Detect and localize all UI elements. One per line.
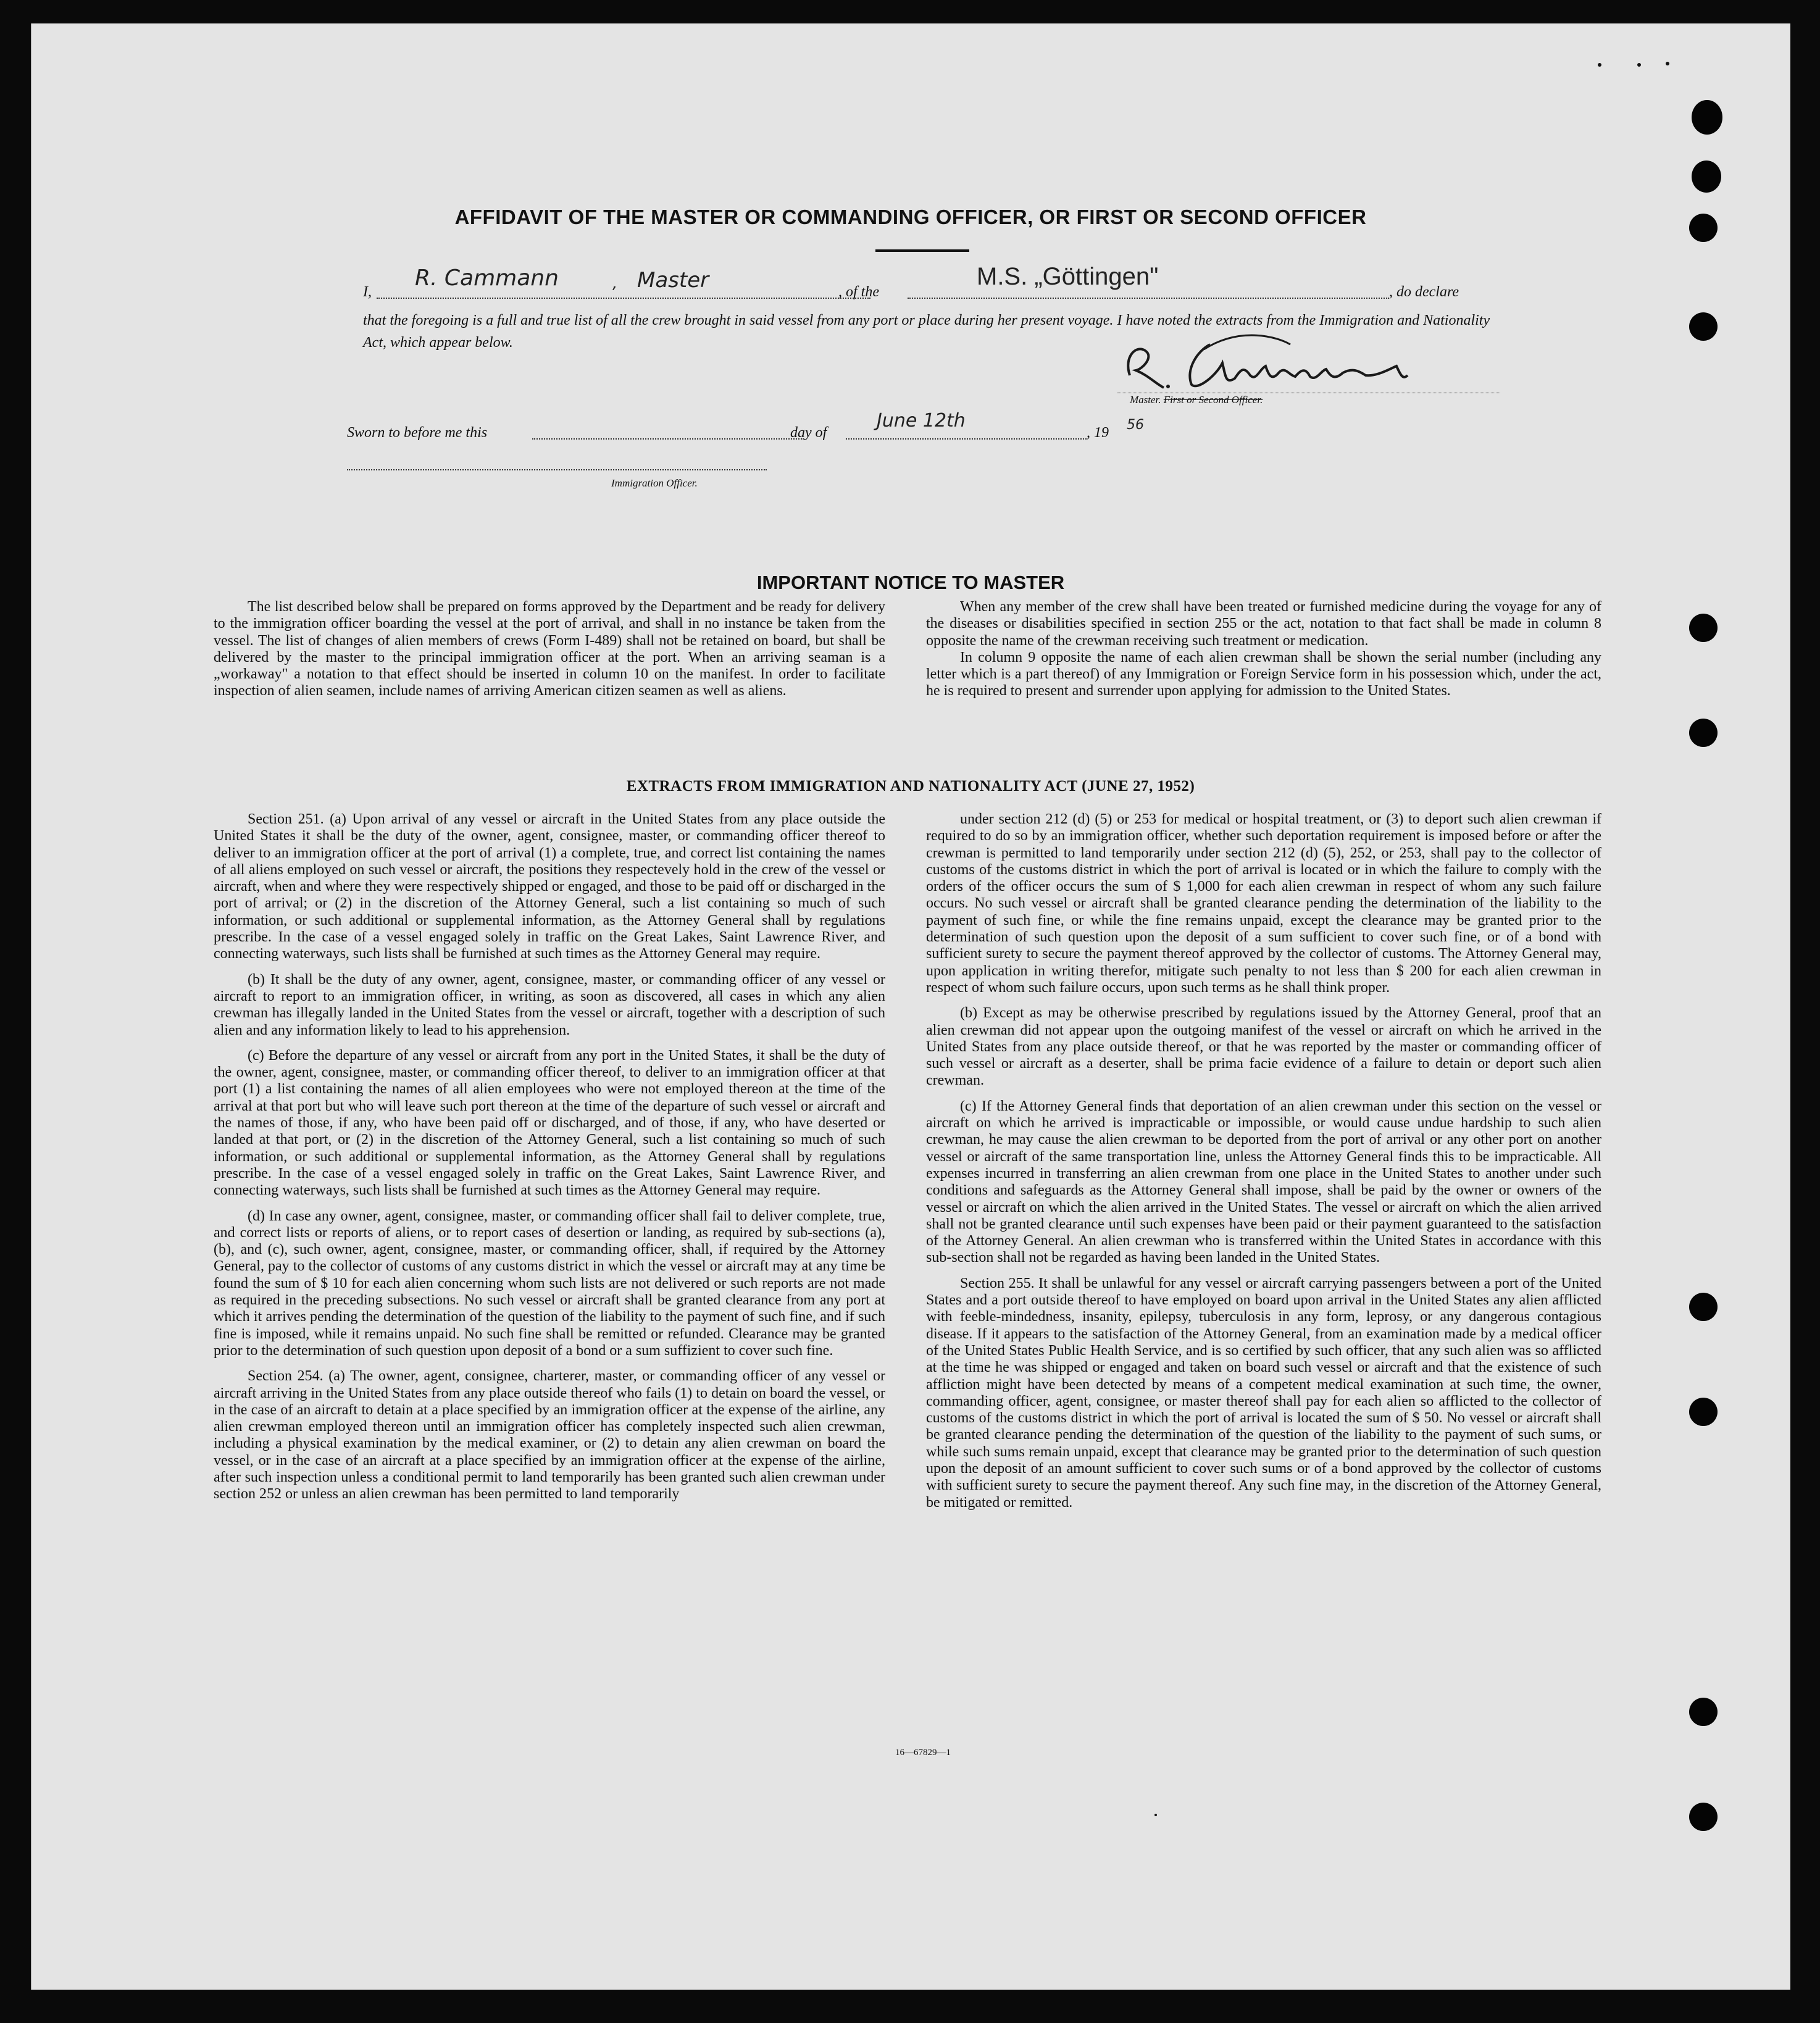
officer-caption: Immigration Officer. [611, 477, 698, 489]
section-254-a-continued: under section 212 (d) (5) or 253 for medical or hospital treatment, or (3) to deport such alien crewman if required to do so by an immigration officer, whether such deportation requirement is imposed before or after the crewman is permitted to land temporarily under section 212 (d) (5), 252, or 253, shall pay to the collector of customs of the customs district in which the port of arrival is located or in which the failure to comply with the orders of the officer occurs the sum of $ 1,000 for each alien crewman in respect of whom any such failure occurs. No such vessel or aircraft shall be granted clearance pending the determination of the liability to the payment of such fine, or while the fine remains unpaid, except the clearance may be granted prior to the determination of such question upon the deposit of a sum sufficient to cover such fine, or of a bond with sufficient surety to secure the payment thereof approved by the collector of customs. The Attorney General may, upon application in writing therefor, mitigate such penalty to not less than $ 200 for each alien crewman in respect of whom such failure occurs, upon such terms as he shall think proper. [926, 811, 1601, 996]
name-rank-blank [377, 298, 870, 299]
form-number: 16—67829—1 [895, 1748, 951, 1758]
date-handwritten: June 12th [877, 410, 966, 432]
section-254-c: (c) If the Attorney General finds that deportation of an alien crewman under this section on the vessel or aircraft on which he arrived is impracticable or impossible, or would cause undue hardship to such alien crewman, he may cause the alien crewman to be deported from the port of arrival or any other port on another vessel or aircraft of the same transportation line, unless the Attorney General finds this to be impracticable. All expenses incurred in transferring an alien crewman from one place in the United States to another under such conditions and safeguards as the Attorney General shall impose, shall be paid by the owner or owners of the vessel or aircraft on which the alien arrived in the United States. The vessel or aircraft on which the alien arrived shall not be granted clearance until such expenses have been paid or their payment guaranteed to the satisfaction of the Attorney General. An alien crewman who is transferred within the United States in accordance with this sub-section shall not be regarded as having been landed in the United States. [926, 1098, 1601, 1266]
year-prefix: , 19 [1087, 425, 1109, 441]
officer-signature-blank [347, 469, 767, 470]
comma-mark: , [612, 274, 618, 293]
extracts-left-column [214, 811, 885, 1503]
affidavit-title: AFFIDAVIT OF THE MASTER OR COMMANDING OFFICER, OR FIRST OR SECOND OFFICER [454, 206, 1367, 228]
rank-handwritten: Master [637, 268, 709, 293]
title-divider [875, 249, 969, 252]
punch-hole [1689, 614, 1718, 642]
year-handwritten: 56 [1127, 417, 1144, 433]
notice-left-paragraph: The list described below shall be prepared on forms approved by the Department and be ready for delivery to the immigration officer boarding the vessel at the port of arrival, and shall in no instance be taken from the vessel. The list of changes of alien members of crews (Form I-489) shall not be retained on board, but shall be delivered by the master to the principal immigration officer at the port. When an arriving seaman is a „workaway" a notation to that effect should be inserted in column 10 on the manifest. In order to facilitate inspection of alien seamen, include names of arriving American citizen seamen as well as aliens. [214, 599, 885, 699]
section-251-a: Section 251. (a) Upon arrival of any vessel or aircraft in the United States from any place outside the United States it shall be the duty of the owner, agent, consignee, master, or commanding officer thereof to deliver to an immigration officer at the port of arrival (1) a complete, true, and correct list containing the names of all aliens employed on such vessel or aircraft, the positions they respectevely hold in the crew of the vessel or aircraft, when and where they were respectively shipped or engaged, and those to be paid off or discharged in the port of arrival; or (2) in the discretion of the Attorney General, such a list containing so much of such information, or such additional or supplemental information, as the Attorney General shall by regulations prescribe. In the case of a vessel engaged solely in traffic on the Great Lakes, Saint Lawrence River, and connecting waterways, such lists shall be furnished at such times as the Attorney General may require. [214, 811, 885, 962]
month-blank [846, 438, 1087, 440]
day-of-label: day of [790, 425, 827, 441]
extracts-title: EXTRACTS FROM IMMIGRATION AND NATIONALITY ACT (JUNE 27, 1952) [626, 778, 1195, 795]
signature-caption-struck: First or Second Officer. [1163, 394, 1263, 406]
do-declare-label: , do declare [1389, 284, 1459, 300]
section-251-d: (d) In case any owner, agent, consignee, master, or commanding officer shall fail to deliver complete, true, and correct lists or reports of aliens, or to report cases of desertion or landing, as required by sub-sections (a), (b), and (c), such owner, agent, consignee, master, or commanding officer, shall, if required by the Attorney General, pay to the collector of customs of any customs district in which the vessel or aircraft may at any time be found the sum of $ 10 for each alien concerning whom such lists are not delivered or such reports are not made as required in the preceding subsections. No such vessel or aircraft shall be granted clearance from any port at which it arrives pending the determination of the question of the liability to the payment of such fine, and if such fine is imposed, while it remains unpaid. No such fine shall be remitted or refunded. Clearance may be granted prior to the determination of such question upon deposit of a bond or a sum suffizient to cover such fine. [214, 1208, 885, 1359]
speck [1154, 1814, 1157, 1816]
punch-hole [1689, 1803, 1718, 1831]
master-name-handwritten: R. Cammann [415, 265, 559, 291]
declaration-text: that the foregoing is a full and true list of all the crew brought in said vessel from any port or place during her present voyage. I have noted the extracts from the Immigration and Nationality Act, which appear below. [363, 312, 1490, 351]
speck [1666, 62, 1669, 65]
punch-hole [1692, 100, 1722, 135]
signature-caption-master: Master. [1130, 394, 1161, 406]
section-255: Section 255. It shall be unlawful for any vessel or aircraft carrying passengers between a port of the United States and a port outside thereof to have employed on board upon arrival in the United States any alien afflicted with feeble-mindedness, insanity, epilepsy, tuberculosis in any form, leprosy, or any dangerous contagious disease. If it appears to the satisfaction of the Attorney General, from an examination made by a medical officer of the United States Public Health Service, and is so certified by such officer, that any such alien was so afflicted at the time he was shipped or engaged and taken on board such vessel or aircraft and that the existence of such affliction might have been detected by means of a competent medical examination at such time, the owner, commanding officer, agent, consignee, or master thereof shall pay for each alien so afflicted to the collector of customs of the customs district in which the port of arrival is located the sum of $ 50. No vessel or aircraft shall be granted clearance pending the determination of the question of the liability to the payment of such sums, or while such sums remain unpaid, except that clearance may be granted prior to the determination of such question upon the deposit of an amount sufficient to cover such sums or of a bond approved by the collector of customs with sufficient surety to secure the payment thereof. Any such fine may, in the discretion of the Attorney General, be mitigated or remitted. [926, 1275, 1601, 1511]
of-the-label: , of the [838, 284, 879, 300]
punch-hole [1689, 1398, 1718, 1426]
notice-right-paragraph-2: In column 9 opposite the name of each alien crewman shall be shown the serial number (including any letter which is a part thereof) of any Immigration or Foreign Service form in his possession which, under the act, he is required to present and surrender upon applying for admission to the United States. [926, 649, 1601, 699]
section-251-c: (c) Before the departure of any vessel or aircraft from any port in the United States, it shall be the duty of the owner, agent, consignee, master, or commanding officer thereof, to deliver to an immigration officer at that port (1) a list containing the names of all alien employees who were not employed thereon at the time of the arrival at that port but who will leave such port thereon at the time of the departure of such vessel or aircraft and the names of those, if any, who have been paid off or discharged, and of those, if any, who have deserted or landed at that port, or (2) in the discretion of the Attorney General, such a list containing so much of such information, or such additional or supplemental information, as the Attorney General shall by regulations prescribe. In the case of a vessel engaged solely in traffic on the Great Lakes, Saint Lawrence River, and connecting waterways, such lists shall be furnished at such times as the Attorney General may require. [214, 1047, 885, 1199]
sworn-label: Sworn to before me this [347, 425, 488, 441]
section-254-a: Section 254. (a) The owner, agent, consignee, charterer, master, or commanding officer of any vessel or aircraft arriving in the United States from any place outside thereof who fails (1) to detain on board the vessel, or in the case of an aircraft to detain at a place specified by an immigration officer at the expense of the airline, any alien crewman employed thereon until an immigration officer has completely inspected such alien crewman, including a physical examination by the medical examiner, or (2) to detain any alien crewman on board the vessel, or in the case of an aircraft at a place specified by an immigration officer at the expense of the airline, after such inspection unless a conditional permit to land temporarily has been granted such alien crewman under section 252 or unless an alien crewman has been permitted to land temporarily [214, 1368, 885, 1503]
speck [1598, 63, 1601, 67]
sworn-day-blank [532, 438, 804, 440]
section-254-b: (b) Except as may be otherwise prescribed by regulations issued by the Attorney General, proof that an alien crewman did not appear upon the outgoing manifest of the vessel or aircraft on which he arrived in the United States from any place outside thereof, or that he was reported by the master or commanding officer of such vessel or aircraft as a deserter, shall be prima facie evidence of a failure to detain or deport such alien crewman. [926, 1005, 1601, 1089]
document-page [31, 23, 1790, 1990]
i-label: I, [363, 284, 372, 300]
extracts-right-column [926, 811, 1601, 1511]
punch-hole [1689, 1293, 1718, 1321]
notice-right-paragraph-1: When any member of the crew shall have been treated or furnished medicine during the voyage for any of the diseases or disabilities specified in section 255 or the act, notation to that fact shall be made in column 8 opposite the name of the crewman receiving such treatment or medication. [926, 599, 1601, 649]
vessel-blank [908, 298, 1389, 299]
notice-left-column [214, 599, 885, 700]
punch-hole [1689, 214, 1718, 242]
punch-hole [1689, 719, 1718, 747]
vessel-name-typed: M.S. „Göttingen" [977, 263, 1159, 290]
punch-hole [1689, 1698, 1718, 1726]
notice-title: IMPORTANT NOTICE TO MASTER [756, 572, 1065, 593]
notice-right-column [926, 599, 1601, 700]
section-251-b: (b) It shall be the duty of any owner, agent, consignee, master, or commanding officer of any vessel or aircraft to report to an immigration officer, in writing, as soon as discovered, all cases in which any alien crewman has illegally landed in the United States from the vessel or aircraft, together with a description of such alien and any information likely to lead to his apprehension. [214, 971, 885, 1038]
punch-hole [1692, 161, 1721, 193]
speck [1637, 63, 1641, 67]
signature-caption [1130, 394, 1263, 406]
master-signature [1117, 332, 1463, 400]
punch-hole [1689, 312, 1718, 341]
